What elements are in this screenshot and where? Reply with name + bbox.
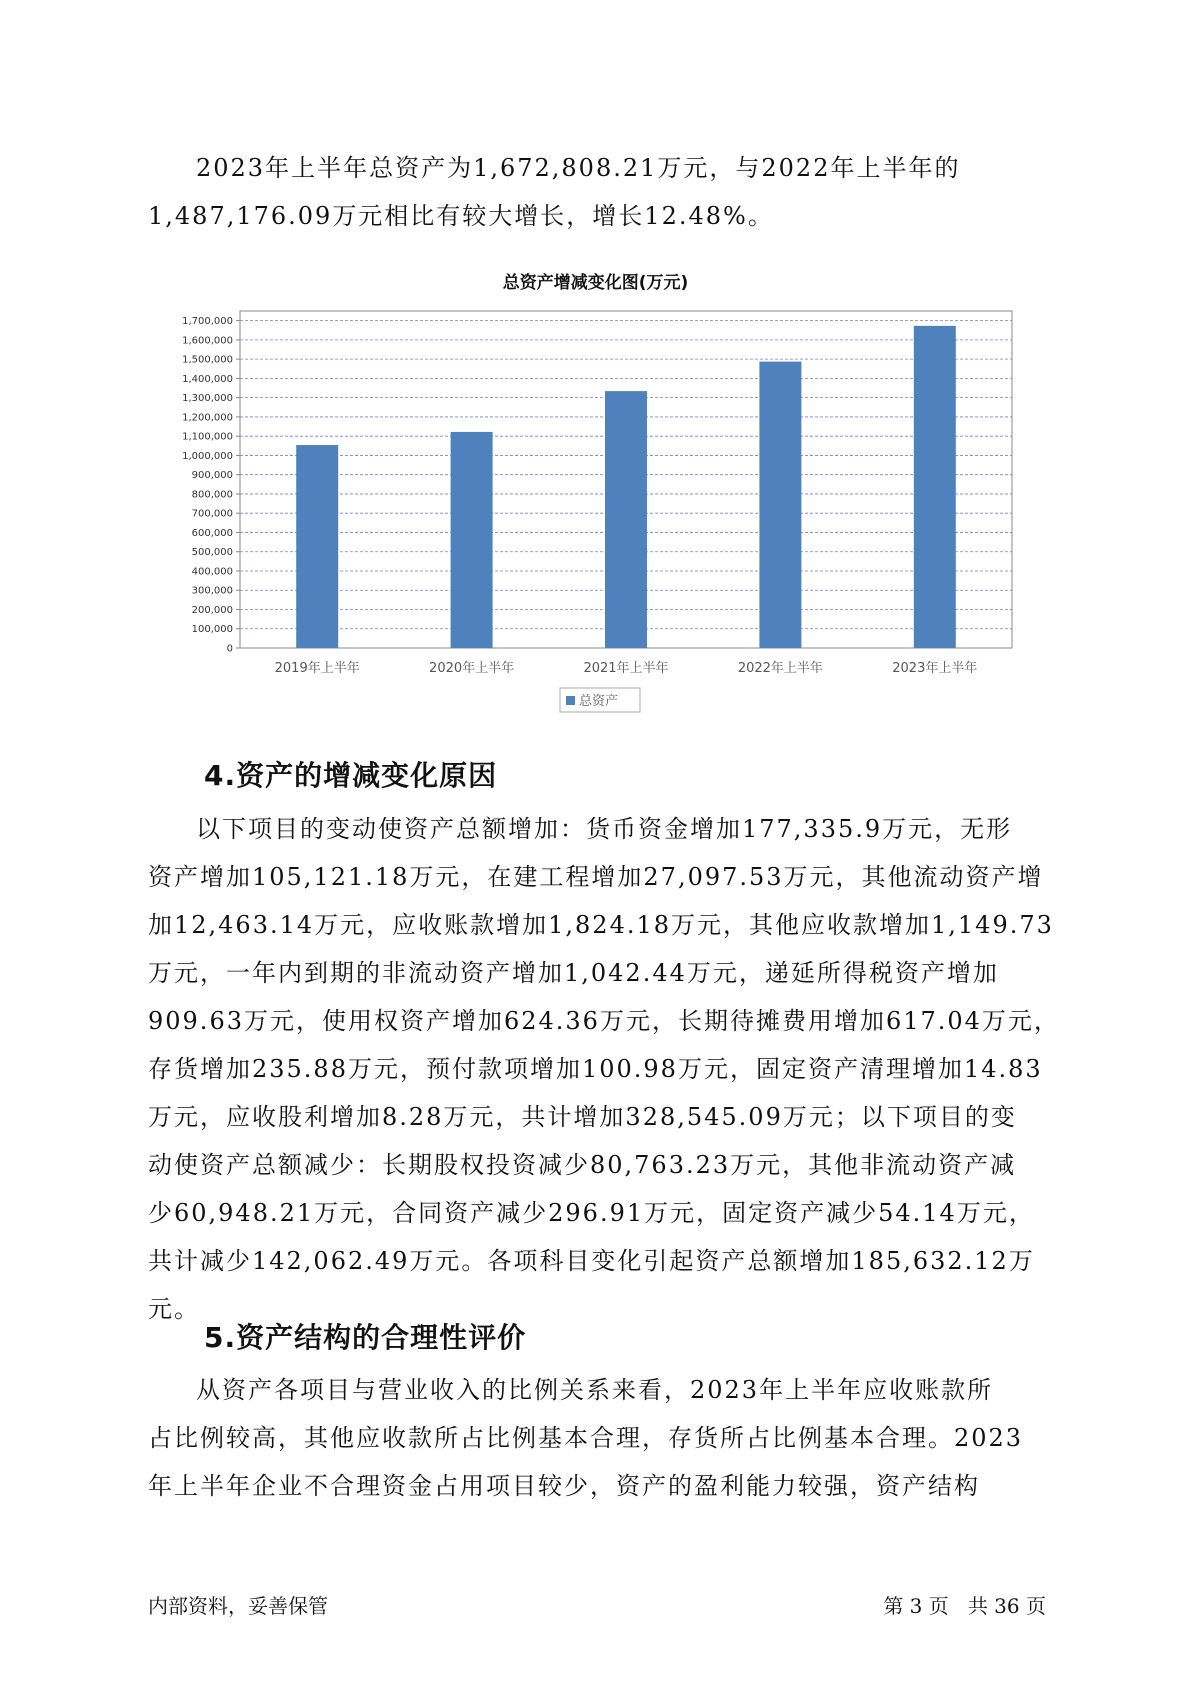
y-tick-label: 900,000 bbox=[191, 470, 233, 482]
y-tick-label: 500,000 bbox=[191, 547, 233, 559]
bar bbox=[451, 432, 493, 648]
y-tick-label: 1,700,000 bbox=[182, 316, 233, 328]
legend-label: 总资产 bbox=[579, 694, 619, 709]
section-4-line: 以下项目的变动使资产总额增加：货币资金增加177,335.9万元，无形 bbox=[196, 815, 1013, 843]
y-tick-label: 1,600,000 bbox=[182, 335, 233, 347]
y-tick-label: 1,100,000 bbox=[182, 431, 233, 443]
y-tick-label: 1,500,000 bbox=[182, 354, 233, 366]
section-4-paragraph bbox=[148, 805, 1060, 1333]
x-tick-label: 2022年上半年 bbox=[737, 661, 823, 676]
y-tick-label: 1,200,000 bbox=[182, 412, 233, 424]
bar bbox=[605, 391, 647, 648]
section-4-line: 资产增加105,121.18万元，在建工程增加27,097.53万元，其他流动资产增 bbox=[148, 863, 1044, 891]
bar bbox=[296, 445, 338, 648]
section-4-line: 万元，应收股利增加8.28万元，共计增加328,545.09万元；以下项目的变 bbox=[148, 1103, 1017, 1131]
y-tick-label: 0 bbox=[226, 643, 233, 655]
y-tick-label: 1,000,000 bbox=[182, 450, 233, 462]
footer-page-number: 第 3 页 共 36 页 bbox=[883, 1594, 1046, 1618]
intro-line-1: 2023年上半年总资产为1,672,808.21万元，与2022年上半年的 bbox=[196, 154, 961, 182]
section-4-line: 元。 bbox=[148, 1295, 200, 1323]
y-tick-label: 1,400,000 bbox=[182, 373, 233, 385]
section-4-line: 万元，一年内到期的非流动资产增加1,042.44万元，递延所得税资产增加 bbox=[148, 959, 999, 987]
section-4-line: 加12,463.14万元，应收账款增加1,824.18万元，其他应收款增加1,149.73 bbox=[148, 911, 1054, 939]
x-tick-label: 2019年上半年 bbox=[274, 661, 360, 676]
y-tick-label: 200,000 bbox=[191, 604, 233, 616]
y-tick-label: 600,000 bbox=[191, 527, 233, 539]
bar bbox=[914, 326, 956, 648]
x-tick-label: 2021年上半年 bbox=[583, 661, 669, 676]
y-tick-label: 300,000 bbox=[191, 585, 233, 597]
section-4-line: 存货增加235.88万元，预付款项增加100.98万元，固定资产清理增加14.83 bbox=[148, 1055, 1043, 1083]
bar bbox=[759, 362, 801, 648]
y-tick-label: 800,000 bbox=[191, 489, 233, 501]
x-tick-label: 2020年上半年 bbox=[429, 661, 515, 676]
y-tick-label: 1,300,000 bbox=[182, 393, 233, 405]
section-5-line: 年上半年企业不合理资金占用项目较少，资产的盈利能力较强，资产结构 bbox=[148, 1472, 980, 1500]
section-5-line: 占比例较高，其他应收款所占比例基本合理，存货所占比例基本合理。2023 bbox=[148, 1424, 1024, 1452]
section-4-line: 动使资产总额减少：长期股权投资减少80,763.23万元，其他非流动资产减 bbox=[148, 1151, 1017, 1179]
section-4-line: 少60,948.21万元，合同资产减少296.91万元，固定资产减少54.14万元， bbox=[148, 1199, 1035, 1227]
y-tick-label: 700,000 bbox=[191, 508, 233, 520]
chart-title: 总资产增减变化图(万元) bbox=[502, 273, 689, 293]
footer-confidential-note: 内部资料，妥善保管 bbox=[148, 1594, 328, 1618]
total-assets-bar-chart bbox=[0, 0, 1191, 740]
y-tick-label: 400,000 bbox=[191, 566, 233, 578]
section-4-heading: 4.资产的增减变化原因 bbox=[204, 759, 498, 792]
section-4-line: 909.63万元，使用权资产增加624.36万元，长期待摊费用增加617.04万元， bbox=[148, 1007, 1060, 1035]
section-5-line: 从资产各项目与营业收入的比例关系来看，2023年上半年应收账款所 bbox=[196, 1376, 994, 1404]
y-tick-label: 100,000 bbox=[191, 624, 233, 636]
section-4-line: 共计减少142,062.49万元。各项科目变化引起资产总额增加185,632.12万 bbox=[148, 1247, 1035, 1275]
section-5-heading: 5.资产结构的合理性评价 bbox=[204, 1321, 527, 1354]
section-5-paragraph bbox=[148, 1366, 1048, 1510]
legend-swatch bbox=[566, 696, 575, 705]
intro-line-2: 1,487,176.09万元相比有较大增长，增长12.48%。 bbox=[148, 202, 774, 230]
x-tick-label: 2023年上半年 bbox=[892, 661, 978, 676]
